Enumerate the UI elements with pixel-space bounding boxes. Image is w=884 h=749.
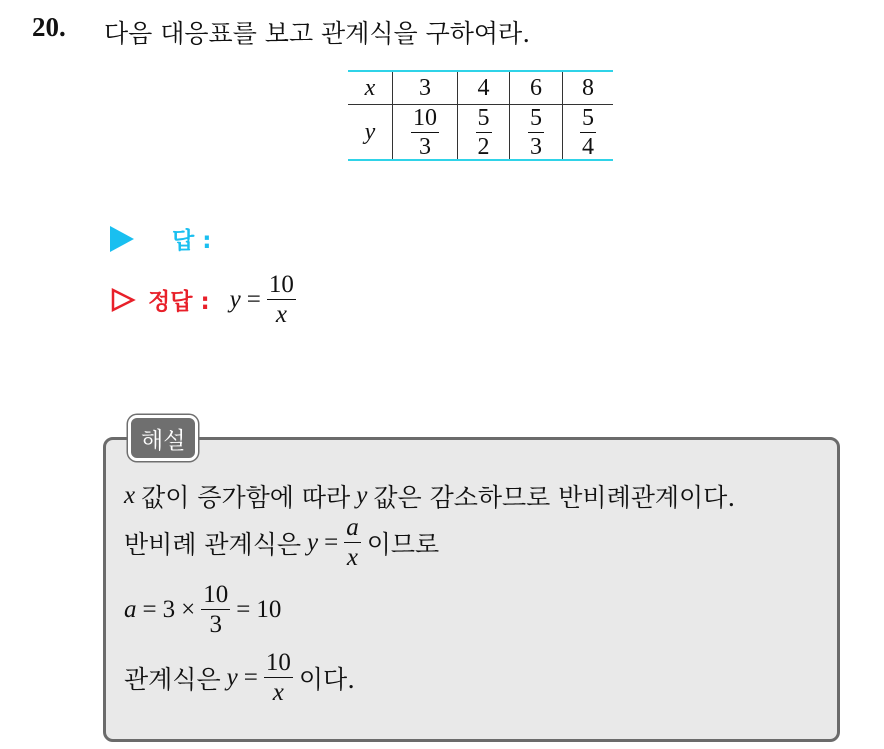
table-header-x: x <box>348 71 393 105</box>
correct-answer-label: 정답 : <box>148 289 210 315</box>
correct-answer-expression: y = $\frac{10}{x}$ <box>229 271 294 328</box>
solution-line-4: 관계식은 y = $\frac{10}{x}$ 이다. <box>124 649 356 706</box>
table-cell-y <box>563 105 614 161</box>
fraction-numerator: 5 <box>477 104 490 131</box>
table-cell-x: 3 <box>393 71 458 105</box>
table-cell-x: 4 <box>458 71 510 105</box>
table-cell-y <box>393 105 458 161</box>
correspondence-table <box>348 70 613 161</box>
question-text: 다음 대응표를 보고 관계식을 구하여라. <box>104 19 531 48</box>
table-row-x <box>348 71 613 105</box>
solution-line-3: a = 3 × $\frac{10}{3}$ = 10 <box>124 581 282 638</box>
table-cell-y <box>458 105 510 161</box>
solution-line-1: x 값이 증가함에 따라 y 값은 감소하므로 반비례관계이다. <box>124 482 736 512</box>
table-row-y <box>348 105 613 161</box>
outline-triangle-icon <box>110 287 136 313</box>
table-cell-x: 6 <box>510 71 563 105</box>
answer-label: 답 : <box>172 228 212 254</box>
fraction-denominator: 4 <box>582 133 594 160</box>
answer-line <box>110 222 211 255</box>
solution-badge: 해설 <box>128 415 198 461</box>
fraction-denominator: 3 <box>419 133 431 160</box>
table-cell-y <box>510 105 563 161</box>
fraction-numerator: 5 <box>530 104 542 131</box>
fraction-denominator: 2 <box>477 133 490 160</box>
solution-line-2: 반비례 관계식은 y = $\frac{a}{x}$ 이므로 <box>124 514 440 571</box>
fraction-denominator: 3 <box>530 133 542 160</box>
fraction-numerator: 5 <box>582 104 594 131</box>
fraction-numerator: 10 <box>413 104 437 131</box>
table-cell-x: 8 <box>563 71 614 105</box>
table-header-y: y <box>348 105 393 161</box>
question-number: 20. <box>32 12 66 42</box>
play-triangle-icon <box>110 226 134 252</box>
correct-answer-line <box>110 272 296 327</box>
